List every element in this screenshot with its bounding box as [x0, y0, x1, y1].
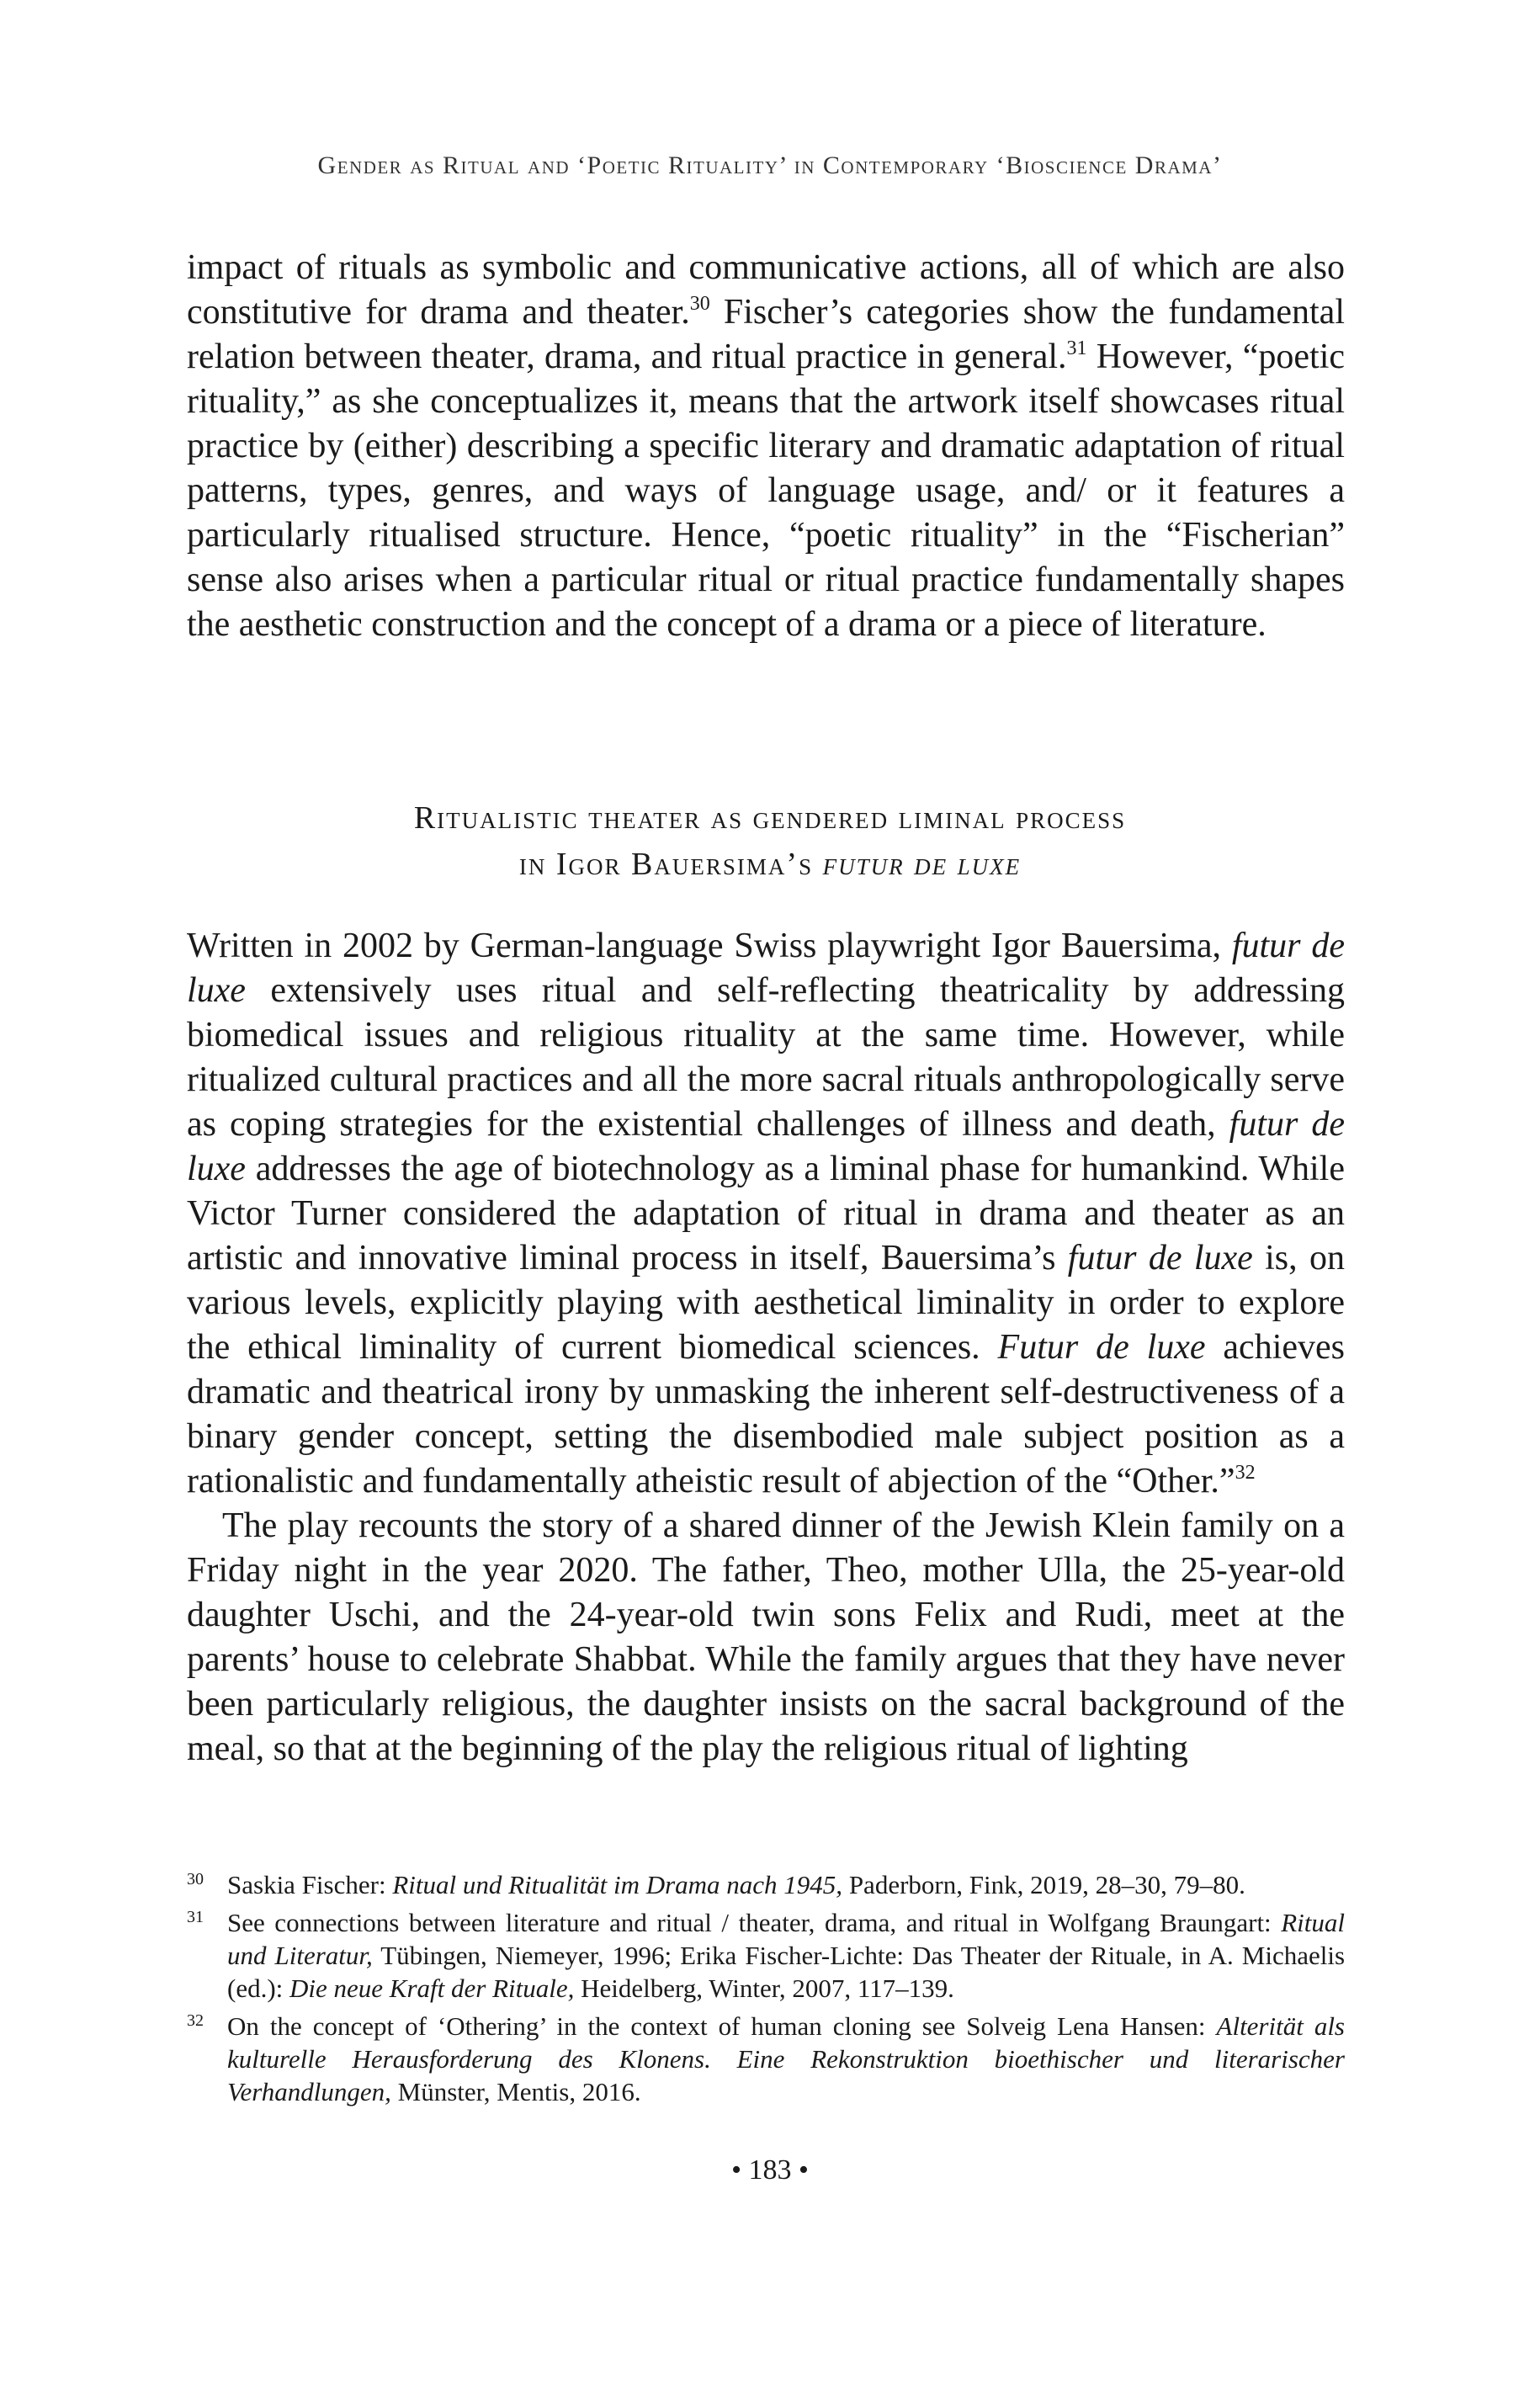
footnote-30: [187, 1868, 1345, 1901]
footnote-text: On the concept of ‘Othering’ in the context of human cloning see Solveig Lena Hansen:: [227, 2011, 1217, 2041]
running-head: Gender as Ritual and ‘Poetic Rituality’ in Contemporary ‘Bioscience Drama’: [317, 151, 1223, 179]
footnote-31: [187, 1906, 1345, 2005]
footnote-text: Tübingen, Niemeyer, 1996; Erika Fischer-Lichte: Das Theater der Rituale, in A. Michaelis (ed.):: [227, 1941, 1346, 2003]
footnote-text: Münster, Mentis, 2016.: [390, 2077, 641, 2106]
footnote-title: Ritual und Literatur,: [227, 1908, 1345, 1970]
body-paragraphs-2-3: [187, 924, 1345, 1771]
footnote-title: Alterität als kulturelle Herausforderung des Klonens. Eine Rekonstruktion bioethischer und literarischer Verhandlungen,: [227, 2011, 1345, 2106]
paragraph-2-text-e: addresses the age of biotechnology as a liminal phase for humankind. While Victor Turner considered the adaptation of ritual in drama and theater as an artistic and innovative liminal process in itself, Bauersima’s: [187, 1150, 1345, 1277]
footnote-title: Die neue Kraft der Rituale,: [289, 1973, 575, 2003]
footnote-number: 32: [187, 2011, 204, 2030]
footnote-ref-32[interactable]: 32: [1235, 1462, 1256, 1484]
section-heading-line-1: Ritualistic theater as gendered liminal process: [413, 800, 1127, 836]
footnote-ref-30[interactable]: 30: [689, 293, 710, 315]
body-paragraph-2: [187, 924, 1345, 1504]
footnote-text: Heidelberg, Winter, 2007, 117–139.: [574, 1973, 954, 2003]
play-title: futur de luxe: [187, 927, 1345, 1010]
paragraph-1-text-c: However, “poetic rituality,” as she conceptualizes it, means that the artwork itself showcases ritual practice by (either) describing a specific literary and dramatic adaptation of ritual patterns, types, genres, and ways of language usage, and/ or it features a particularly ritualised structure. Hence, “poetic rituality” in the “Fischerian” sense also arises when a particular ritual or ritual practice fundamentally shapes the aesthetic construction and the concept of a drama or a piece of literature.: [187, 337, 1346, 644]
body-paragraph-3: The play recounts the story of a shared dinner of the Jewish Klein family on a Friday night in the year 2020. The father, Theo, mother Ulla, the 25-year-old daughter Uschi, and the 24-year-old twin sons Felix and Rudi, meet at the parents’ house to celebrate Shabbat. While the family argues that they have never been particularly religious, the daughter insists on the sacral background of the meal, so that at the beginning of the play the religious ritual of lighting: [187, 1506, 1345, 1768]
paragraph-2-text-c: extensively uses ritual and self-reflecting theatricality by addressing biomedical issues and religious rituality at the same time. However, while ritualized cultural practices and all the more sacral rituals anthropologically serve as coping strategies for the existential challenges of illness and death,: [187, 971, 1345, 1144]
footnote-number: 30: [187, 1870, 204, 1888]
footnote-ref-31[interactable]: 31: [1066, 337, 1087, 359]
footnote-32: [187, 2010, 1345, 2108]
footnote-text: Paderborn, Fink, 2019, 28–30, 79–80.: [842, 1870, 1245, 1899]
play-title: futur de luxe: [187, 1105, 1345, 1188]
paragraph-2-text-i: achieves dramatic and theatrical irony by unmasking the inherent self-destructiveness of a binary gender concept, setting the disembodied male subject position as a rationalistic and fundamentally atheistic result of abjection of the “Other.”: [187, 1328, 1345, 1501]
footnote-text: See connections between literature and ritual / theater, drama, and ritual in Wolfgang Braungart:: [227, 1908, 1282, 1937]
footnotes: [187, 1868, 1345, 2113]
footnote-title: Ritual und Ritualität im Drama nach 1945,: [392, 1870, 843, 1899]
paragraph-2-text-g: is, on various levels, explicitly playing with aesthetical liminality in order to explore the ethical liminality of current biomedical sciences.: [187, 1239, 1346, 1367]
paragraph-2-text-a: Written in 2002 by German-language Swiss playwright Igor Bauersima,: [187, 927, 1232, 965]
paragraph-1-text-a: impact of rituals as symbolic and communicative actions, all of which are also constitutive for drama and theater.: [187, 248, 1345, 332]
section-heading-line-2: [0, 842, 1540, 888]
body-paragraph-1: [187, 246, 1345, 647]
section-heading: [0, 795, 1540, 888]
paragraph-1-text-b: Fischer’s categories show the fundamental relation between theater, drama, and ritual practice in general.: [187, 293, 1345, 376]
play-title: Futur de luxe: [997, 1328, 1206, 1367]
section-heading-title: futur de luxe: [822, 847, 1022, 882]
play-title: futur de luxe: [1067, 1239, 1253, 1277]
page-number: • 183 •: [731, 2154, 809, 2186]
footnote-text: Saskia Fischer:: [227, 1870, 393, 1899]
footnote-number: 31: [187, 1908, 204, 1926]
section-heading-line-2-a: in Igor Bauersima’s: [518, 847, 823, 882]
